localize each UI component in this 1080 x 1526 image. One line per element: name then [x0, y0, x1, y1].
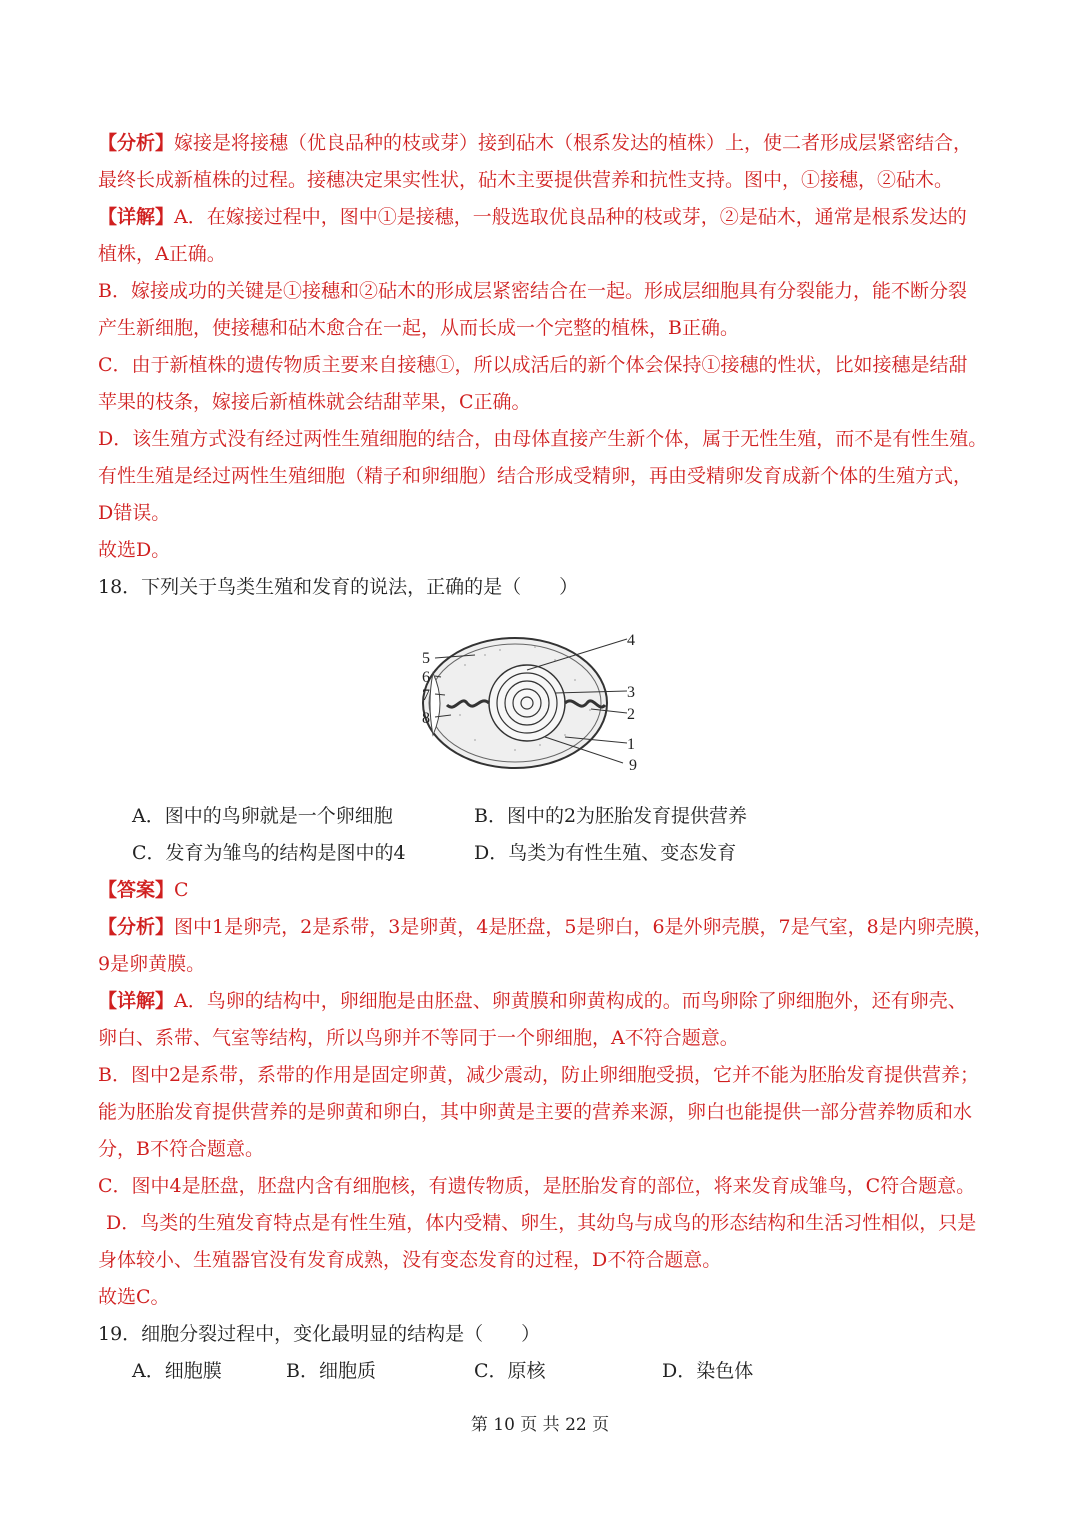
detail-paragraph [98, 204, 998, 230]
detail-text-line: D错误。 [98, 502, 171, 524]
detail-text-line: 产生新细胞，使接穗和砧木愈合在一起，从而长成一个完整的植株，B正确。 [98, 317, 739, 339]
figure-label: 5 [422, 650, 430, 667]
detail-text: A．在嫁接过程中，图中①是接穗，一般选取优良品种的枝或芽，②是砧木，通常是根系发达的 [174, 206, 967, 228]
detail-text: A．鸟卵的结构中，卵细胞是由胚盘、卵黄膜和卵黄构成的。而鸟卵除了卵细胞外，还有卵壳、 [174, 990, 967, 1012]
figure-label: 8 [422, 710, 430, 727]
option-b: B．图中的2为胚胎发育提供营养 [474, 805, 748, 827]
choice-conclusion: 故选C。 [98, 1286, 170, 1308]
figure-label: 4 [627, 632, 635, 649]
detail-label: 【详解】 [98, 990, 175, 1012]
figure-label: 6 [422, 669, 430, 686]
detail-text-line: C．图中4是胚盘，胚盘内含有细胞核，有遗传物质，是胚胎发育的部位，将来发育成雏鸟，C符合题意。 [98, 1175, 976, 1197]
figure-label: 3 [627, 684, 635, 701]
answer-value: C [174, 879, 189, 901]
detail-text-line: 身体较小、生殖器官没有发育成熟，没有变态发育的过程，D不符合题意。 [98, 1249, 722, 1271]
detail-label: 【详解】 [98, 206, 175, 228]
q19-option-a: A．细胞膜 [132, 1360, 222, 1382]
option-a: A．图中的鸟卵就是一个卵细胞 [132, 805, 393, 827]
analysis-text: 图中1是卵壳，2是系带，3是卵黄，4是胚盘，5是卵白，6是外卵壳膜，7是气室，8是内卵壳膜， [174, 916, 993, 938]
page-footer: 第 10 页 共 22 页 [470, 1415, 610, 1435]
analysis-text: 嫁接是将接穗（优良品种的枝或芽）接到砧木（根系发达的植株）上，使二者形成层紧密结合， [174, 132, 973, 154]
analysis-text-line: 9是卵黄膜。 [98, 953, 206, 975]
q19-option-d: D．染色体 [662, 1360, 754, 1382]
question-18-stem: 18．下列关于鸟类生殖和发育的说法，正确的是（ ） [98, 576, 579, 598]
detail-text-line: 分，B不符合题意。 [98, 1138, 264, 1160]
analysis-paragraph [98, 914, 998, 940]
figure-label: 1 [627, 736, 635, 753]
figure-label: 2 [627, 706, 635, 723]
detail-text-line: 卵白、系带、气室等结构，所以鸟卵并不等同于一个卵细胞，A不符合题意。 [98, 1027, 739, 1049]
q19-option-b: B．细胞质 [286, 1360, 376, 1382]
detail-text-line: C．由于新植株的遗传物质主要来自接穗①，所以成活后的新个体会保持①接穗的性状，比如接穗是结甜 [98, 354, 968, 376]
yolk-membrane [489, 665, 565, 741]
analysis-paragraph [98, 130, 998, 156]
detail-text-line: B．嫁接成功的关键是①接穗和②砧木的形成层紧密结合在一起。形成层细胞具有分裂能力，能不断分裂 [98, 280, 967, 302]
option-d: D．鸟类为有性生殖、变态发育 [474, 842, 737, 864]
detail-paragraph [98, 988, 998, 1014]
detail-text-line: 植株，A正确。 [98, 243, 226, 265]
figure-label: 7 [422, 687, 430, 704]
answer-line [98, 877, 998, 903]
answer-label: 【答案】 [98, 879, 175, 901]
figure-label: 9 [629, 757, 637, 774]
option-c: C．发育为雏鸟的结构是图中的4 [132, 842, 406, 864]
detail-text-line: 苹果的枝条，嫁接后新植株就会结甜苹果，C正确。 [98, 391, 531, 413]
analysis-label: 【分析】 [98, 132, 175, 154]
q19-option-c: C．原核 [474, 1360, 546, 1382]
detail-text-line: B．图中2是系带，系带的作用是固定卵黄，减少震动，防止卵细胞受损，它并不能为胚胎发育提供营养； [98, 1064, 980, 1086]
detail-text-line: 能为胚胎发育提供营养的是卵黄和卵白，其中卵黄是主要的营养来源，卵白也能提供一部分营养物质和水 [98, 1101, 973, 1123]
choice-conclusion: 故选D。 [98, 539, 171, 561]
analysis-text-line: 最终长成新植株的过程。接穗决定果实性状，砧木主要提供营养和抗性支持。图中，①接穗，②砧木。 [98, 169, 954, 191]
egg-structure-diagram [405, 625, 655, 775]
detail-text-line: 有性生殖是经过两性生殖细胞（精子和卵细胞）结合形成受精卵，再由受精卵发育成新个体的生殖方式， [98, 465, 973, 487]
question-19-stem: 19．细胞分裂过程中，变化最明显的结构是（ ） [98, 1323, 541, 1345]
analysis-label: 【分析】 [98, 916, 175, 938]
detail-text-line: D．鸟类的生殖发育特点是有性生殖，体内受精、卵生，其幼鸟与成鸟的形态结构和生活习性相似，只是 [106, 1212, 977, 1234]
detail-text-line: D．该生殖方式没有经过两性生殖细胞的结合，由母体直接产生新个体，属于无性生殖，而不是有性生殖。 [98, 428, 988, 450]
